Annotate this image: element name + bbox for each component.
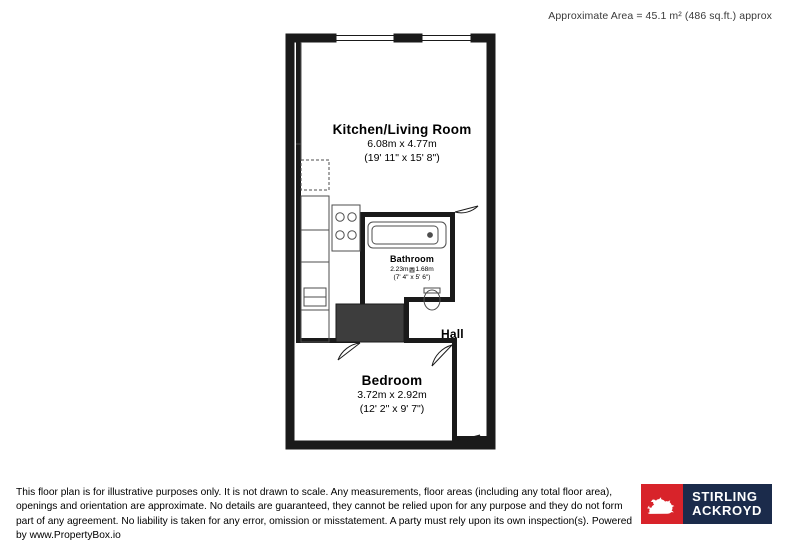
room-dimensions-imperial: (7' 4" x 5' 6") — [393, 273, 431, 281]
kitchen-units — [301, 160, 329, 342]
footer — [0, 472, 786, 550]
room-name: Bathroom — [389, 254, 435, 264]
room-label-bedroom — [272, 372, 512, 416]
room-name: Kitchen/Living Room — [332, 122, 472, 137]
room-dimensions-imperial: (12' 2" x 9' 7") — [359, 402, 425, 415]
room-dimensions-metric: 6.08m x 4.77m — [367, 138, 437, 151]
brand-line-2: ACKROYD — [692, 503, 762, 518]
room-dimensions-imperial: (19' 11" x 15' 8") — [364, 151, 440, 164]
approximate-area-note: Approximate Area = 45.1 m² (486 sq.ft.) approx — [548, 10, 772, 22]
disclaimer-text: This floor plan is for illustrative purposes only. It is not drawn to scale. Any measurements, floor areas (including any total floor area), openings and orientation are approximate. No details are guaranteed, they cannot be relied upon for any purpose and they do not form part of any agreement. No liability is taken for any error, omission or misstatement. A party must rely upon its own inspection(s). Powered by www.PropertyBox.io — [16, 487, 633, 542]
room-name: Bedroom — [361, 373, 423, 388]
room-label-kitchen-living-room — [280, 121, 524, 165]
brand-line-1: STIRLING — [692, 489, 758, 505]
room-label-bathroom — [360, 254, 464, 282]
furniture-block — [336, 304, 404, 342]
welsh-dragon-icon — [641, 484, 683, 524]
hob-appliance — [332, 205, 360, 251]
room-label-hall — [441, 327, 501, 342]
agency-name — [683, 484, 772, 524]
room-dimensions-metric: 2.23m x 1.68m — [390, 265, 434, 273]
window-openings — [288, 36, 472, 407]
room-name: Hall — [441, 327, 464, 341]
agency-logo — [641, 484, 772, 524]
room-dimensions-metric: 3.72m x 2.92m — [357, 389, 427, 402]
